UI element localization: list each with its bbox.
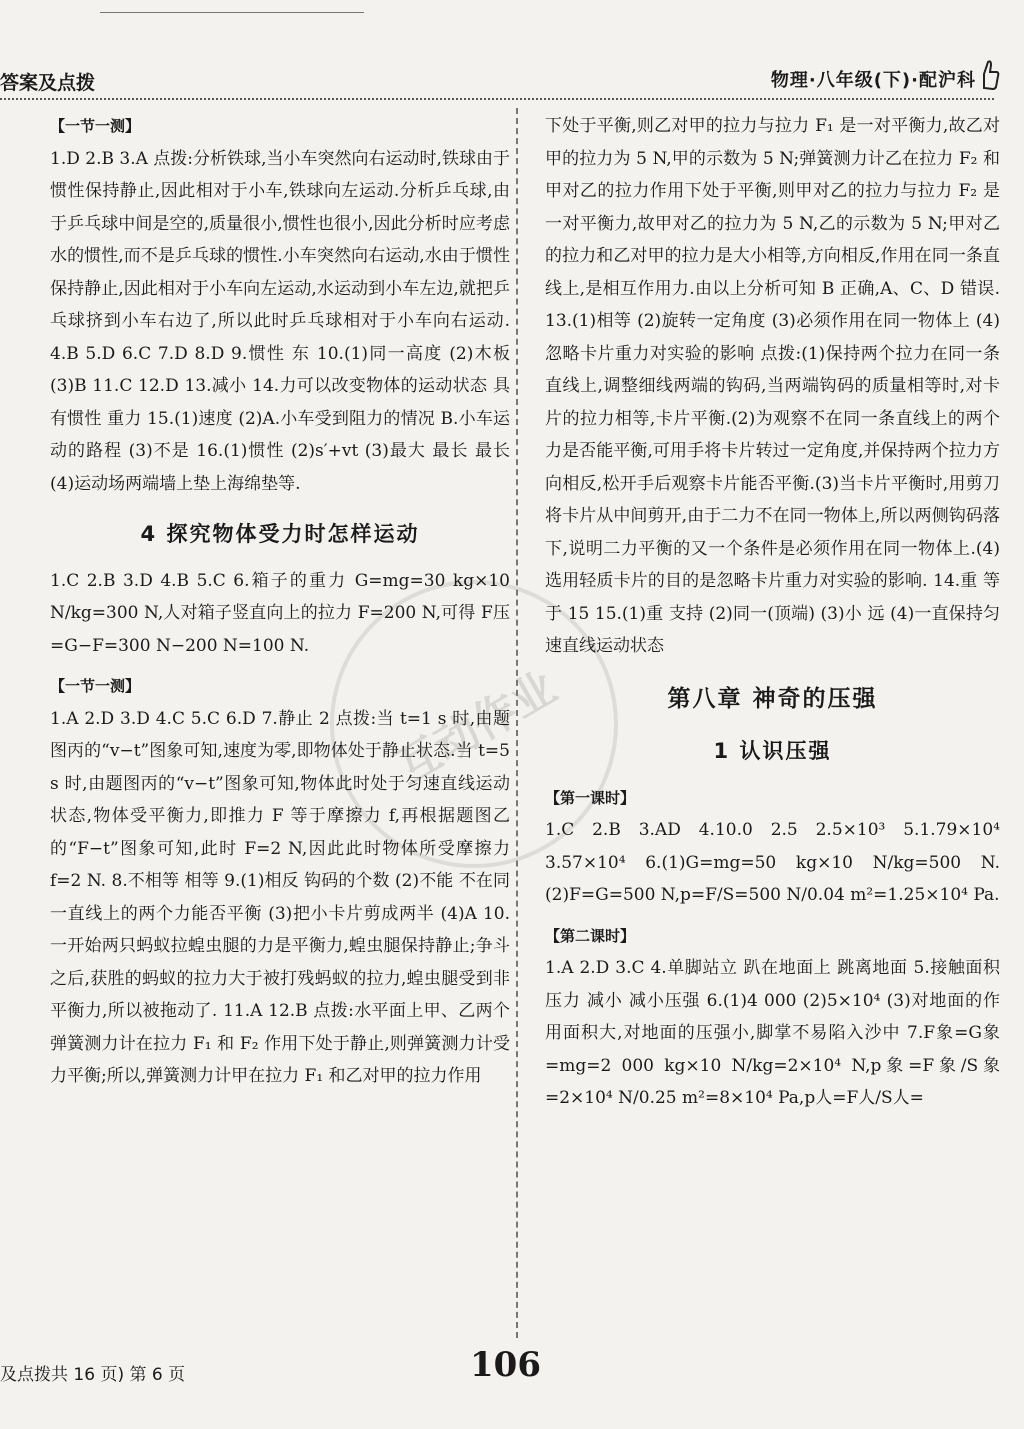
- answer-paragraph: 1.A 2.D 3.C 4.单脚站立 趴在地面上 跳离地面 5.接触面积 压力 减小 减小压强 6.(1)4 000 (2)5×10⁴ (3)对地面的作用面积大,对地面的压强小,脚掌不易陷入沙中 7.F象=G象=mg=2 000 kg×10 N/kg=2×10⁴ N,p象=F象/S象=2×10⁴ N/0.25 m²=8×10⁴ Pa,p人=F人/S人=: [545, 958, 1000, 1108]
- thumbs-up-icon: [978, 58, 1000, 92]
- right-column: [545, 110, 1000, 1115]
- header-right-title: 物理·八年级(下)·配沪科: [770, 70, 976, 91]
- answer-paragraph: 下处于平衡,则乙对甲的拉力与拉力 F₁ 是一对平衡力,故乙对甲的拉力为 5 N,甲的示数为 5 N;弹簧测力计乙在拉力 F₂ 和甲对乙的拉力作用下处于平衡,则甲对乙的拉力与拉力 F₂ 是一对平衡力,故甲对乙的拉力为 5 N,乙的示数为 5 N;甲对乙的拉力和乙对甲的拉力是大小相等,方向相反,作用在同一条直线上,是相互作用力.由以上分析可知 B 正确,A、C、D 错误. 13.(1)相等 (2)旋转一定角度 (3)必须作用在同一物体上 (4)忽略卡片重力对实验的影响 点拨:(1)保持两个拉力在同一条直线上,调整细线两端的钩码,当两端钩码的质量相等时,对卡片的拉力相等,卡片平衡.(2)为观察不在同一条直线上的两个力是否能平衡,可用手将卡片转过一定角度,并保持两个拉力方向相反,松开手后观察卡片能否平衡.(3)当卡片平衡时,用剪刀将卡片从中间剪开,由于二力不在同一物体上,所以两侧钩码落下,说明二力平衡的又一个条件是必须作用在同一物体上.(4)选用轻质卡片的目的是忽略卡片重力对实验的影响. 14.重 等于 15 15.(1)重 支持 (2)同一(顶端) (3)小 远 (4)一直保持匀速直线运动状态: [545, 116, 1000, 656]
- header-left-title: 答案及点拨: [0, 72, 96, 94]
- section-title: 1 认识压强: [713, 739, 832, 763]
- lesson-label: 【第一课时】: [545, 788, 636, 807]
- page-number: 106: [470, 1345, 541, 1385]
- section-label: 【一节一测】: [50, 677, 141, 695]
- answer-paragraph: 1.C 2.B 3.D 4.B 5.C 6.箱子的重力 G=mg=30 kg×10 N/kg=300 N,人对箱子竖直向上的拉力 F=200 N,可得 F压=G−F=300 N−200 N=100 N.: [50, 570, 510, 656]
- answer-paragraph: 1.C 2.B 3.AD 4.10.0 2.5 2.5×10³ 5.1.79×10⁴ 3.57×10⁴ 6.(1)G=mg=50 kg×10 N/kg=500 N. (2)F=G=500 N,p=F/S=500 N/0.04 m²=1.25×10⁴ Pa.: [545, 820, 1000, 905]
- answer-paragraph: 1.A 2.D 3.D 4.C 5.C 6.D 7.静止 2 点拨:当 t=1 s 时,由题图丙的“v−t”图象可知,速度为零,即物体处于静止状态.当 t=5 s 时,由题图丙的“v−t”图象可知,物体此时处于匀速直线运动状态,物体受平衡力,即推力 F 等于摩擦力 f,再根据题图乙的“F−t”图象可知,此时 F=2 N,因此此时物体所受摩擦力 f=2 N. 8.不相等 相等 9.(1)相反 钩码的个数 (2)不能 不在同一直线上的两个力能否平衡 (3)把小卡片剪成两半 (4)A 10.一开始两只蚂蚁拉蝗虫腿的力是平衡力,蝗虫腿保持静止;争斗之后,获胜的蚂蚁的拉力大于被打残蚂蚁的拉力,蝗虫腿受到非平衡力,所以被拖动了. 11.A 12.B 点拨:水平面上甲、乙两个弹簧测力计在拉力 F₁ 和 F₂ 作用下处于静止,则弹簧测力计受力平衡;所以,弹簧测力计甲在拉力 F₁ 和乙对甲的拉力作用: [50, 708, 510, 1086]
- chapter-title: 第八章 神奇的压强: [667, 685, 878, 712]
- header-divider: [0, 98, 994, 100]
- answer-paragraph: 1.D 2.B 3.A 点拨:分析铁球,当小车突然向右运动时,铁球由于惯性保持静止,因此相对于小车,铁球向左运动.分析乒乓球,由于乒乓球中间是空的,质量很小,惯性也很小,因此分析时应考虑水的惯性,而不是乒乓球的惯性.小车突然向右运动,水由于惯性保持静止,因此相对于小车向左运动,水运动到小车左边,就把乒乓球挤到小车右边了,所以此时乒乓球相对于小车向右运动. 4.B 5.D 6.C 7.D 8.D 9.惯性 东 10.(1)同一高度 (2)木板 (3)B 11.C 12.D 13.减小 14.力可以改变物体的运动状态 具有惯性 重力 15.(1)速度 (2)A.小车受到阻力的情况 B.小车运动的路程 (3)不是 16.(1)惯性 (2)s′+vt (3)最大 最长 最长 (4)运动场两端墙上垫上海绵垫等.: [50, 148, 510, 494]
- watermark-seal: 互动作业: [277, 527, 670, 920]
- top-rule: [100, 12, 364, 13]
- section-title: 4 探究物体受力时怎样运动: [140, 522, 420, 546]
- footer-page-info: 及点拨共 16 页) 第 6 页: [0, 1365, 186, 1385]
- left-column: [50, 110, 510, 1093]
- section-label: 【一节一测】: [50, 117, 141, 135]
- lesson-label: 【第二课时】: [545, 926, 636, 945]
